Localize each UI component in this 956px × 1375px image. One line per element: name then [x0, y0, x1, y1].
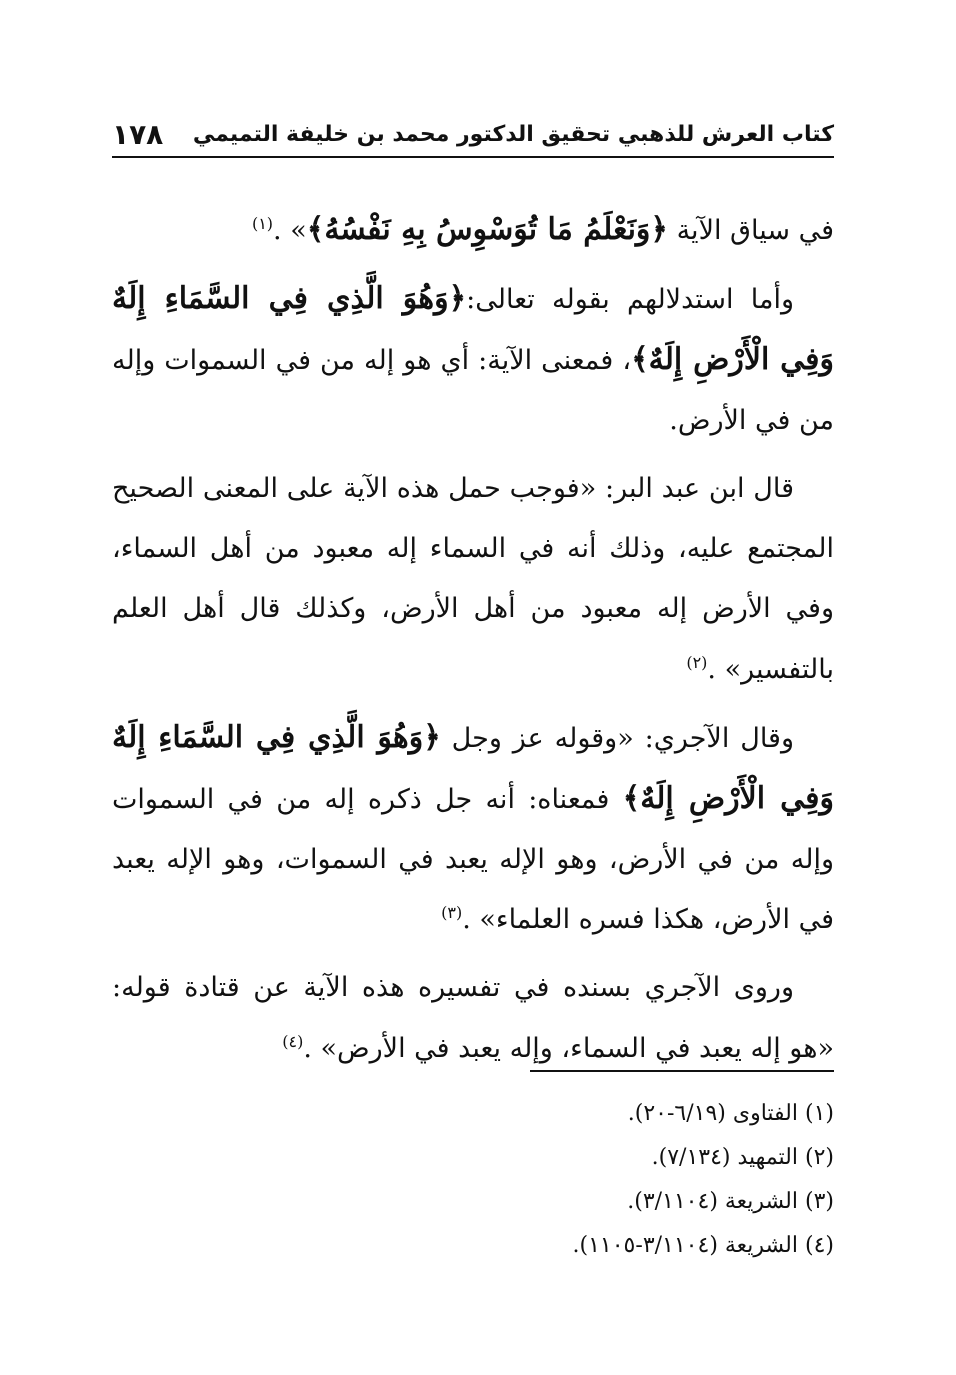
paragraph — [112, 708, 834, 950]
footnote-ref: (١) — [251, 214, 274, 233]
footnote: (٣) الشريعة (٣/١١٠٤). — [627, 1189, 834, 1214]
footnote: (٤) الشريعة (٣/١١٠٤-١١٠٥). — [572, 1233, 834, 1258]
footnote-ref: (٤) — [282, 1032, 304, 1051]
paragraph-text: قال ابن عبد البر: «فوجب حمل هذه الآية على المعنى الصحيح المجتمع عليه، وذلك أنه في السماء إله معبود من أهل السماء، وفي الأرض إله معبود من أهل الأرض، وكذلك قال أهل العلم بالتفسير» . — [112, 473, 834, 685]
paragraph-text: ، فمعنى الآية: أي هو إله من في السموات وإله من في الأرض. — [112, 345, 834, 436]
paragraph-text: في سياق الآية — [668, 215, 834, 246]
footnote-rule — [530, 1070, 834, 1072]
paragraph-text: وقال الآجري: «وقوله عز وجل — [440, 723, 794, 754]
quran-verse: ﴿وَهُوَ الَّذِي فِي السَّمَاءِ إِلَهٌ وَفِي الْأَرْضِ إِلَهٌ﴾ — [112, 720, 834, 816]
running-header — [112, 118, 834, 158]
footnotes — [112, 1092, 834, 1268]
paragraph-text: وروى الآجري بسنده في تفسيره هذه الآية عن قتادة قوله: «هو إله يعبد في السماء، وإله يعبد في الأرض» . — [112, 972, 834, 1064]
page-number: ١٧٨ — [112, 118, 164, 151]
header-title: كتاب العرش للذهبي تحقيق الدكتور محمد بن خليفة التميمي — [192, 122, 834, 147]
paragraph — [112, 200, 834, 261]
footnote: (٢) التمهيد (٧/١٣٤). — [651, 1145, 834, 1170]
footnote-ref: (٣) — [441, 903, 463, 922]
paragraph — [112, 269, 834, 451]
paragraph-text: » . — [273, 215, 307, 246]
quran-verse: ﴿وَهُوَ الَّذِي فِي السَّمَاءِ إِلَهٌ وَفِي الْأَرْضِ إِلَهٌ﴾ — [112, 281, 834, 377]
footnote: (١) الفتاوى (٦/١٩-٢٠). — [627, 1101, 834, 1126]
quran-verse: ﴿وَنَعْلَمُ مَا تُوَسْوِسُ بِهِ نَفْسُهُ﴾ — [306, 212, 668, 247]
footnote-ref: (٢) — [686, 653, 708, 672]
paragraph — [112, 958, 834, 1079]
body-text — [112, 200, 834, 1087]
paragraph-text: وأما استدلالهم بقوله تعالى: — [466, 284, 794, 315]
paragraph — [112, 459, 834, 700]
header-rule — [112, 156, 834, 158]
paragraph-text: فمعناه: أنه جل ذكره إله من في السموات وإله من في الأرض، وهو الإله يعبد في السموات، وهو الإله يعبد في الأرض، هكذا فسره العلماء» . — [112, 784, 834, 935]
